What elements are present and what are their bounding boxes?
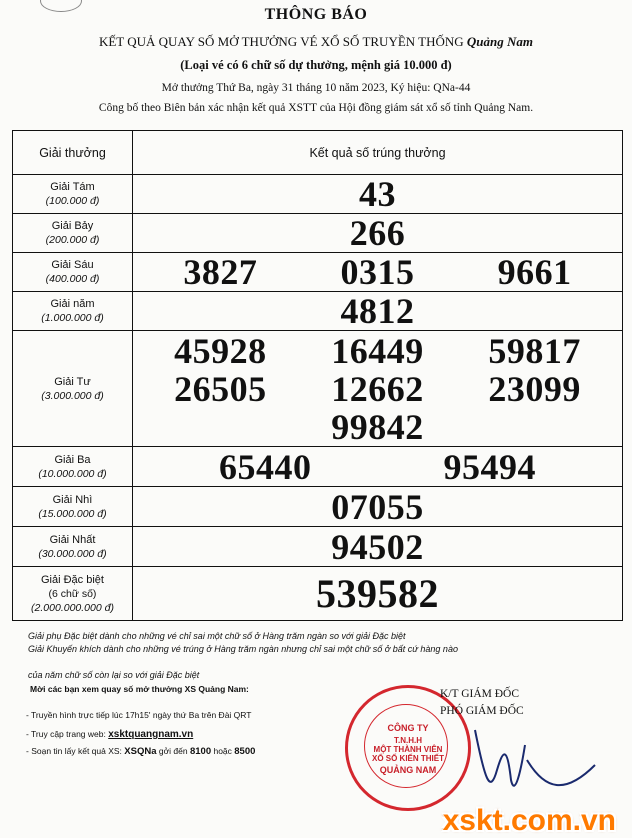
prize-row-nhat <box>13 527 623 567</box>
winning-number: 0315 <box>340 252 415 292</box>
prize-label <box>13 214 133 253</box>
prize-row-tu <box>13 331 623 447</box>
prize-label <box>13 527 133 567</box>
prize-numbers <box>133 331 623 447</box>
sms-info <box>26 746 255 757</box>
prize-row-ba <box>13 447 623 487</box>
winning-number: 12662 <box>331 368 424 409</box>
prize-label <box>13 331 133 447</box>
signatory-title: K/T GIÁM ĐỐC <box>440 688 520 700</box>
prize-label <box>13 292 133 331</box>
prize-value: (10.000.000 đ) <box>38 467 107 480</box>
prize-name: Giải năm <box>50 298 95 310</box>
document-subtitle <box>0 34 632 50</box>
prize-row-sau <box>13 253 623 292</box>
note-encouragement: Giải Khuyến khích dành cho những vé trúng ở Hàng trăm ngàn nhưng chỉ sai một chữ số ở bất cứ hàng nào <box>28 644 458 654</box>
number-row <box>133 408 622 446</box>
web-info <box>26 729 193 740</box>
winning-number: 4812 <box>340 291 415 331</box>
document-title: THÔNG BÁO <box>264 6 368 23</box>
stamp-text: XỔ SỐ KIẾN THIẾT <box>371 754 444 763</box>
number-row <box>133 370 622 408</box>
number-row <box>133 253 622 291</box>
winning-number: 3827 <box>183 252 258 292</box>
prize-sub: (6 chữ số) <box>48 587 97 600</box>
sms-number-2: 8500 <box>234 746 256 757</box>
prize-label <box>13 447 133 487</box>
sms-prefix: - Soạn tin lấy kết quả XS: <box>26 746 125 756</box>
prize-numbers <box>133 527 623 567</box>
subtitle-text: KẾT QUẢ QUAY SỐ MỞ THƯỞNG VÉ XỔ SỐ TRUYỀN THỐNG <box>98 34 464 49</box>
prize-value: (400.000 đ) <box>45 273 100 285</box>
prize-numbers <box>133 447 623 487</box>
stamp-text: T.N.H.H <box>394 736 422 745</box>
prize-name: Giải Tư <box>54 375 91 388</box>
winning-number: 266 <box>349 213 406 253</box>
stamp-text: QUẢNG NAM <box>379 765 437 775</box>
note-encouragement-cont: của năm chữ số còn lại so với giải Đặc biệt <box>28 670 200 680</box>
sms-number-1: 8100 <box>189 746 212 757</box>
prize-name: Giải Bảy <box>51 220 94 232</box>
prize-row-dac-biet <box>13 567 623 621</box>
signatory-role: PHÓ GIÁM ĐỐC <box>440 705 524 717</box>
prize-row-tam <box>13 175 623 214</box>
prize-value: (100.000 đ) <box>45 195 100 207</box>
prize-label <box>13 487 133 527</box>
prize-label <box>13 253 133 292</box>
prize-label <box>13 567 133 621</box>
prize-value: (1.000.000 đ) <box>41 312 104 324</box>
prize-name: Giải Nhất <box>49 533 96 546</box>
prize-value: (30.000.000 đ) <box>38 547 107 560</box>
winning-number: 07055 <box>331 486 424 527</box>
results-table <box>12 130 623 621</box>
handwritten-signature <box>455 710 605 800</box>
prize-value: (15.000.000 đ) <box>38 507 107 520</box>
winning-number: 26505 <box>174 368 267 409</box>
prize-row-nam <box>13 292 623 331</box>
prize-value: (3.000.000 đ) <box>41 389 104 402</box>
winning-number: 23099 <box>488 368 581 409</box>
table-header-row <box>13 131 623 175</box>
winning-number: 43 <box>359 174 396 214</box>
prize-name: Giải Sáu <box>51 259 94 271</box>
sms-mid: gởi đến <box>156 746 190 756</box>
sms-or: hoặc <box>211 746 235 756</box>
prize-numbers <box>133 253 623 292</box>
web-prefix: - Truy cập trang web: <box>26 729 109 739</box>
col-prize-header: Giải thưởng <box>13 131 133 175</box>
col-result-header: Kết quả số trúng thưởng <box>133 131 623 175</box>
prize-name: Giải Tám <box>50 181 95 193</box>
prize-row-bay <box>13 214 623 253</box>
winning-number: 9661 <box>497 252 572 292</box>
note-special-consolation: Giải phụ Đặc biệt dành cho những vé chỉ sai một chữ số ở Hàng trăm ngàn so với giải Đặc biệt <box>28 631 406 641</box>
sms-code: XSQNa <box>124 746 157 757</box>
winning-number: 45928 <box>174 330 267 371</box>
winning-number: 59817 <box>488 330 581 371</box>
winning-number: 99842 <box>331 406 424 447</box>
stamp-text: MỘT THÀNH VIÊN <box>373 745 443 754</box>
invite-text: Mời các bạn xem quay số mở thưởng XS Quảng Nam: <box>30 684 249 694</box>
prize-value: (200.000 đ) <box>45 234 100 246</box>
prize-name: Giải Ba <box>54 453 91 466</box>
draw-info: Mở thưởng Thứ Ba, ngày 31 tháng 10 năm 2023, Ký hiệu: QNa-44 <box>161 82 471 94</box>
web-link[interactable]: xsktquangnam.vn <box>108 729 194 740</box>
prize-numbers <box>133 487 623 527</box>
company-stamp <box>345 685 471 811</box>
number-row <box>133 448 622 486</box>
site-watermark: xskt.com.vn <box>442 804 616 837</box>
winning-number: 65440 <box>219 446 312 487</box>
prize-name: Giải Đặc biệt <box>41 573 104 586</box>
prize-numbers <box>133 567 623 621</box>
ticket-info: (Loại vé có 6 chữ số dự thưởng, mệnh giá 10.000 đ) <box>180 58 452 72</box>
tv-info: - Truyền hình trực tiếp lúc 17h15' ngày thứ Ba trên Đài QRT <box>26 710 252 720</box>
province-name: Quảng Nam <box>466 34 534 49</box>
winning-number: 95494 <box>443 446 536 487</box>
special-number: 539582 <box>316 570 439 616</box>
number-row <box>133 332 622 370</box>
stamp-text: CÔNG TY <box>387 723 429 733</box>
announce-text: Công bố theo Biên bản xác nhận kết quả XSTT của Hội đồng giám sát xổ số tỉnh Quảng Nam. <box>98 102 534 114</box>
prize-value: (2.000.000.000 đ) <box>31 601 114 614</box>
prize-name: Giải Nhì <box>52 493 93 506</box>
winning-number: 94502 <box>331 526 424 567</box>
prize-numbers <box>133 214 623 253</box>
prize-numbers <box>133 175 623 214</box>
winning-number: 16449 <box>331 330 424 371</box>
prize-label <box>13 175 133 214</box>
prize-numbers <box>133 292 623 331</box>
prize-row-nhi <box>13 487 623 527</box>
